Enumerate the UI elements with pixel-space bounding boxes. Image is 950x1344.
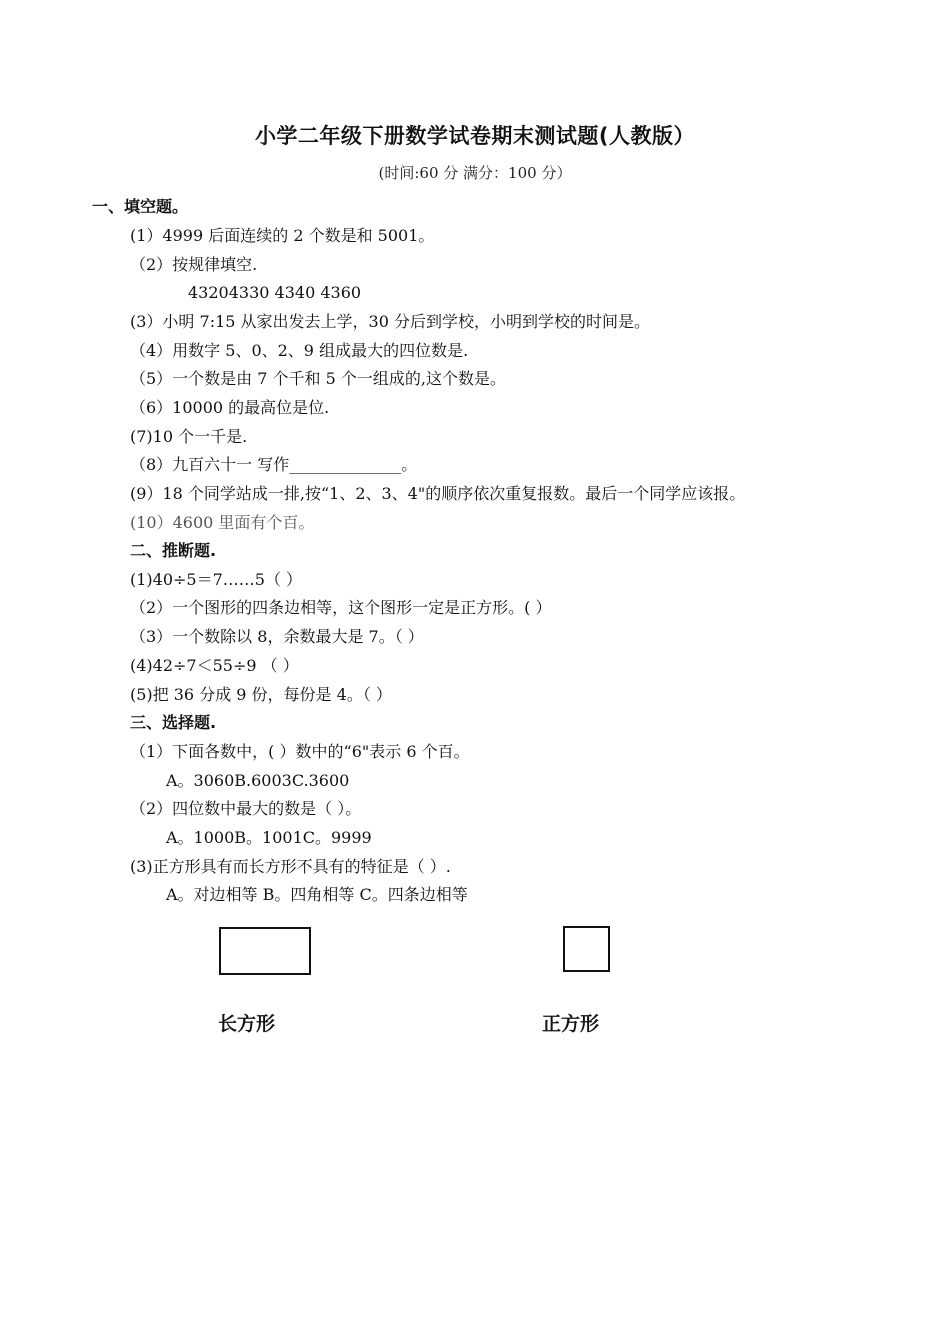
fill-question-4: （4）用数字 5、0、2、9 组成最大的四位数是.: [130, 341, 469, 360]
judge-question-3: （3）一个数除以 8，余数最大是 7。（ ）: [130, 627, 424, 646]
fill-question-1: (1）4999 后面连续的 2 个数是和 5001。: [130, 226, 435, 245]
fill-question-3: (3）小明 7:15 从家出发去上学，30 分后到学校，小明到学校的时间是。: [130, 312, 650, 331]
fill-question-7: (7)10 个一千是.: [130, 427, 248, 446]
square-label: 正方形: [542, 1013, 600, 1035]
choice-question-2-options: A。1000B。1001C。9999: [166, 828, 372, 847]
choice-question-1-options: A。3060B.6003C.3600: [166, 771, 350, 790]
section1-heading: 一、填空题。: [92, 197, 189, 216]
choice-question-3: (3)正方形具有而长方形不具有的特征是（ ）.: [130, 857, 451, 876]
rectangle-figure: [219, 927, 311, 975]
choice-question-1: （1）下面各数中，( ）数中的“6"表示 6 个百。: [130, 742, 470, 761]
judge-question-1: (1)40÷5＝7……5（ ）: [130, 570, 303, 589]
fill-question-2-sequence: 43204330 4340 4360: [188, 283, 362, 302]
judge-question-2: （2）一个图形的四条边相等，这个图形一定是正方形。( ）: [130, 598, 552, 617]
rectangle-label: 长方形: [218, 1013, 276, 1035]
fill-question-2: （2）按规律填空.: [130, 255, 258, 274]
judge-question-5: (5)把 36 分成 9 份，每份是 4。（ ）: [130, 685, 392, 704]
choice-question-3-options: A。对边相等 B。四角相等 C。四条边相等: [166, 885, 468, 904]
section2-heading: 二、推断题.: [130, 541, 217, 560]
section3-heading: 三、选择题.: [130, 713, 217, 732]
fill-question-10: (10）4600 里面有个百。: [130, 513, 315, 532]
page-title: 小学二年级下册数学试卷期末测试题(人教版）: [254, 124, 696, 148]
exam-time-score: (时间:60 分 满分：100 分）: [378, 164, 572, 182]
fill-question-8: （8）九百六十一 写作______________。: [130, 455, 418, 474]
square-figure: [563, 926, 610, 972]
judge-question-4: (4)42÷7＜55÷9 （ ）: [130, 656, 299, 675]
choice-question-2: （2）四位数中最大的数是（ ）。: [130, 799, 362, 818]
fill-question-6: （6）10000 的最高位是位.: [130, 398, 330, 417]
fill-question-9: (9）18 个同学站成一排,按“1、2、3、4"的顺序依次重复报数。最后一个同学应该报。: [130, 484, 746, 503]
fill-question-5: （5）一个数是由 7 个千和 5 个一组成的,这个数是。: [130, 369, 506, 388]
